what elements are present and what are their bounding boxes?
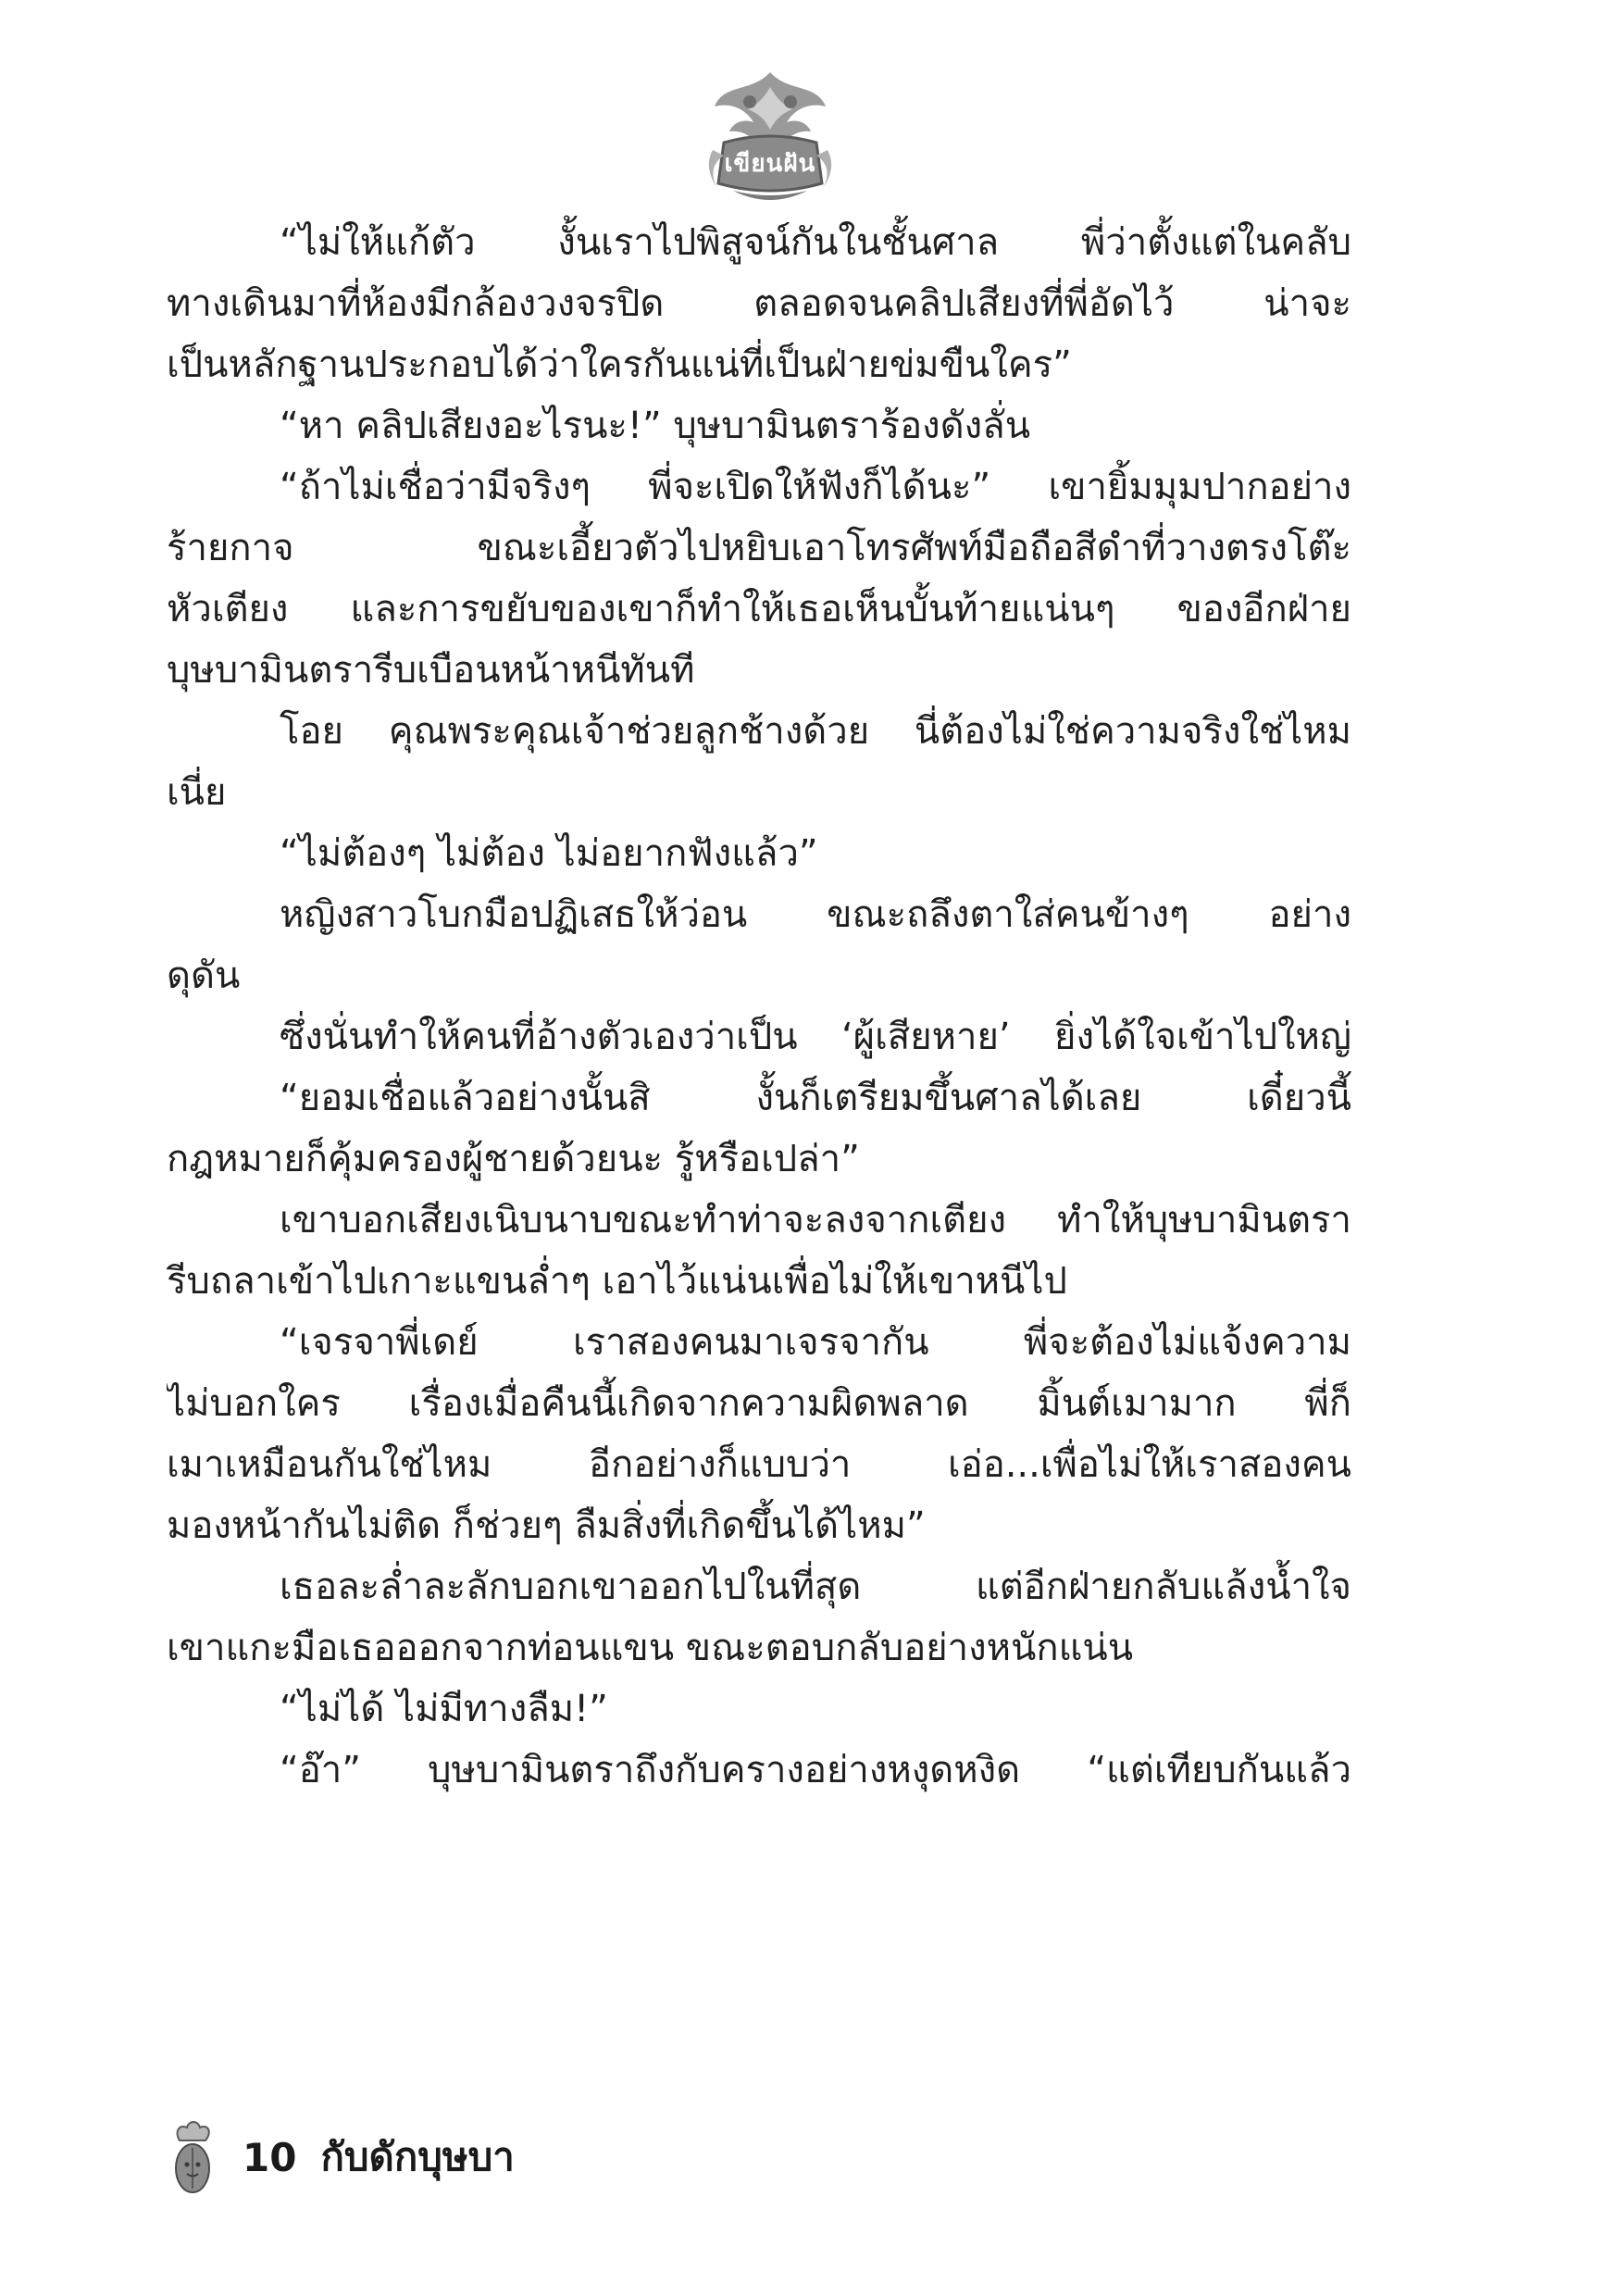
- ornate-crest-icon: [696, 65, 844, 213]
- text-line: “ยอมเชื่อแล้วอย่างนั้นสิ งั้นก็เตรียมขึ้นศาลได้เลย เดี๋ยวนี้: [280, 1077, 1351, 1119]
- text-line: ซึ่งนั่นทำให้คนที่อ้างตัวเองว่าเป็น ‘ผู้เสียหาย’ ยิ่งได้ใจเข้าไปใหญ่: [280, 1016, 1351, 1058]
- text-line: “เจรจาพี่เดย์ เราสองคนมาเจรจากัน พี่จะต้องไม่แจ้งความ: [280, 1321, 1351, 1364]
- header-logo: [696, 65, 844, 213]
- text-line: เขาแกะมือเธอออกจากท่อนแขน ขณะตอบกลับอย่างหนักแน่น: [167, 1627, 1134, 1669]
- text-line: เธอละล่ำละลักบอกเขาออกไปในที่สุด แต่อีกฝ่ายกลับแล้งน้ำใจ: [280, 1566, 1351, 1608]
- page-number: 10: [243, 2134, 297, 2180]
- text-line: หญิงสาวโบกมือปฏิเสธให้ว่อน ขณะถลึงตาใส่คนข้างๆ อย่าง: [280, 893, 1351, 936]
- text-line: ทางเดินมาที่ห้องมีกล้องวงจรปิด ตลอดจนคลิปเสียงที่พี่อัดไว้ น่าจะ: [167, 282, 1351, 325]
- text-line: บุษบามินตรารีบเบือนหน้าหนีทันที: [167, 649, 695, 692]
- text-line: “ถ้าไม่เชื่อว่ามีจริงๆ พี่จะเปิดให้ฟังก็ได้นะ” เขายิ้มมุมปากอย่าง: [280, 466, 1351, 508]
- text-line: “ไม่ต้องๆ ไม่ต้อง ไม่อยากฟังแล้ว”: [280, 832, 818, 875]
- text-line: ร้ายกาจ ขณะเอี้ยวตัวไปหยิบเอาโทรศัพท์มือถือสีดำที่วางตรงโต๊ะ: [167, 527, 1351, 569]
- text-line: เนี่ย: [167, 771, 227, 814]
- text-line: ไม่บอกใคร เรื่องเมื่อคืนนี้เกิดจากความผิดพลาด มิ้นต์เมามาก พี่ก็: [167, 1382, 1351, 1425]
- text-line: ดุดัน: [167, 955, 241, 997]
- text-line: เป็นหลักฐานประกอบได้ว่าใครกันแน่ที่เป็นฝ่ายข่มขืนใคร”: [167, 343, 1072, 386]
- page-footer: [167, 2120, 515, 2194]
- text-line: เขาบอกเสียงเนิบนาบขณะทำท่าจะลงจากเตียง ทำให้บุษบามินตรา: [280, 1199, 1351, 1242]
- book-title: กับดักบุษบา: [320, 2134, 515, 2179]
- text-line: มองหน้ากันไม่ติด ก็ช่วยๆ ลืมสิ่งที่เกิดขึ้นได้ไหม”: [167, 1504, 926, 1547]
- text-line: “อ๊า” บุษบามินตราถึงกับครางอย่างหงุดหงิด “แต่เทียบกันแล้ว: [280, 1749, 1351, 1791]
- text-line: หัวเตียง และการขยับของเขาก็ทำให้เธอเห็นบั้นท้ายแน่นๆ ของอีกฝ่าย: [167, 588, 1351, 630]
- text-line: เมาเหมือนกันใช่ไหม อีกอย่างก็แบบว่า เอ่อ...เพื่อไม่ให้เราสองคน: [167, 1443, 1351, 1486]
- text-line: “ไม่ให้แก้ตัว งั้นเราไปพิสูจน์กันในชั้นศาล พี่ว่าตั้งแต่ในคลับ: [280, 221, 1351, 264]
- text-line: “ไม่ได้ ไม่มีทางลืม!”: [280, 1688, 608, 1730]
- story-text: [167, 211, 1351, 1800]
- text-line: กฎหมายก็คุ้มครองผู้ชายด้วยนะ รู้หรือเปล่า”: [167, 1138, 860, 1180]
- flower-leaf-icon: [167, 2120, 218, 2194]
- text-line: โอย คุณพระคุณเจ้าช่วยลูกช้างด้วย นี่ต้องไม่ใช่ความจริงใช่ไหม: [280, 710, 1351, 753]
- logo-text: เขียนฝัน: [724, 150, 816, 178]
- text-line: รีบถลาเข้าไปเกาะแขนล่ำๆ เอาไว้แน่นเพื่อไม่ให้เขาหนีไป: [167, 1260, 1067, 1303]
- text-line: “หา คลิปเสียงอะไรนะ!” บุษบามินตราร้องดังลั่น: [280, 405, 1031, 447]
